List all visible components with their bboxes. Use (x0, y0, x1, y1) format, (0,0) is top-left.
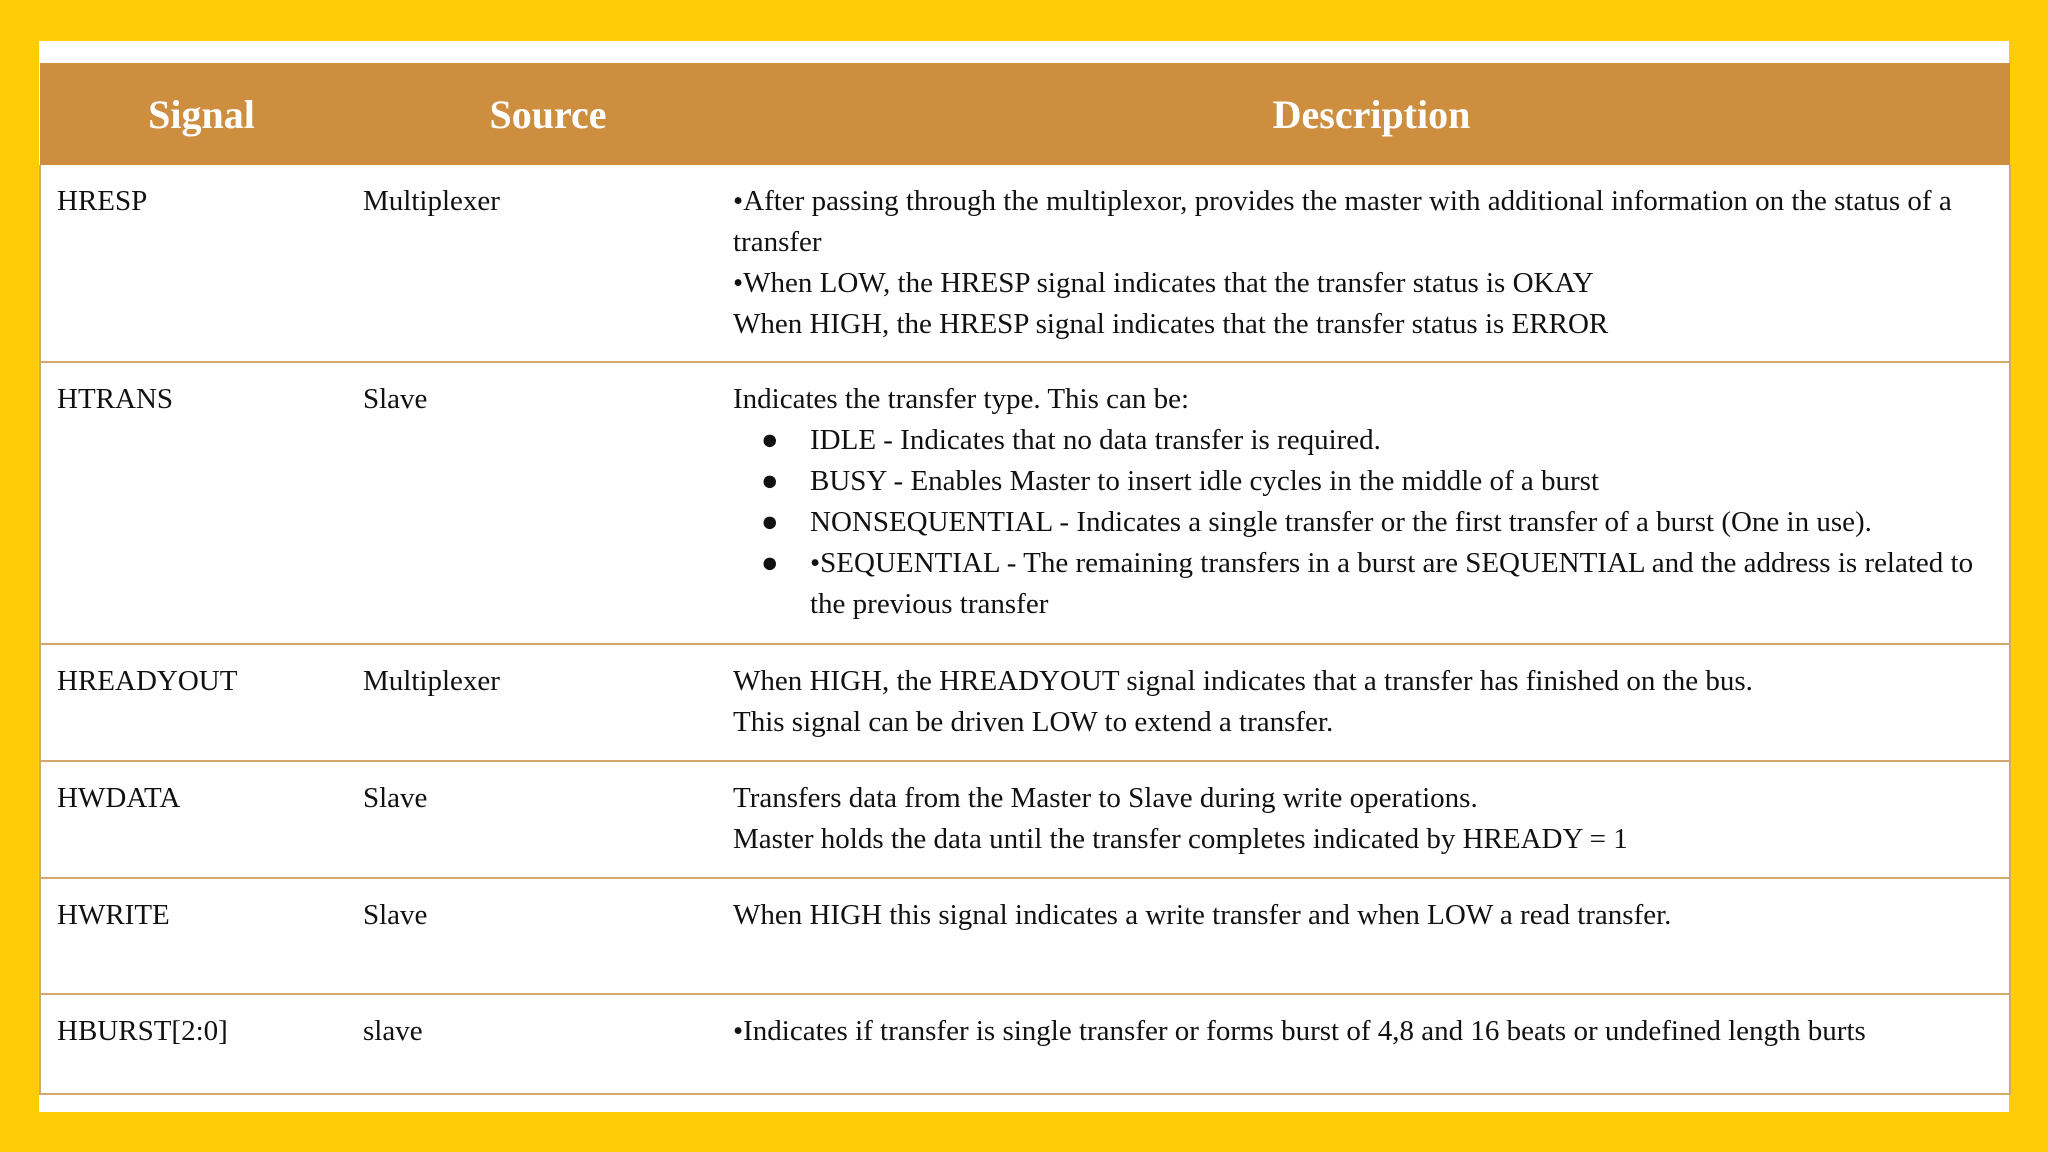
signal-source: Slave (363, 383, 428, 415)
table-header-row (40, 63, 2010, 165)
signal-source: Multiplexer (363, 185, 500, 217)
list-item: ● BUSY - Enables Master to insert idle cycles in the middle of a burst (733, 461, 1999, 502)
description-line: •Indicates if transfer is single transfer or forms burst of 4,8 and 16 beats or undefined length burts (733, 1015, 1866, 1047)
header-signal: Signal (40, 63, 363, 165)
table-row (40, 644, 2010, 761)
description-intro: Indicates the transfer type. This can be: (733, 383, 1190, 415)
description-line: This signal can be driven LOW to extend a transfer. (733, 706, 1334, 738)
signal-name: HWRITE (57, 899, 170, 931)
signal-source: Slave (363, 899, 428, 931)
list-item: ● •SEQUENTIAL - The remaining transfers in a burst are SEQUENTIAL and the address is related to the previous transfer (733, 543, 1999, 625)
transfer-type-list (733, 420, 1999, 625)
table-row (40, 878, 2010, 994)
description-line: •When LOW, the HRESP signal indicates that the transfer status is OKAY (733, 267, 1594, 299)
signal-name: HBURST[2:0] (57, 1015, 228, 1047)
signal-table (39, 63, 2011, 1095)
description-line: When HIGH, the HRESP signal indicates that the transfer status is ERROR (733, 308, 1609, 340)
list-item: ● NONSEQUENTIAL - Indicates a single transfer or the first transfer of a burst (One in use). (733, 502, 1999, 543)
signal-name: HWDATA (57, 782, 181, 814)
signal-source: Slave (363, 782, 428, 814)
list-item: ● IDLE - Indicates that no data transfer is required. (733, 420, 1999, 461)
signal-name: HTRANS (57, 383, 174, 415)
header-description: Description (733, 63, 2010, 165)
bullet-icon: ● (761, 547, 779, 579)
table-row (40, 165, 2010, 362)
bullet-icon: ● (761, 424, 779, 456)
header-source: Source (363, 63, 733, 165)
signal-source: Multiplexer (363, 665, 500, 697)
bullet-icon: ● (761, 465, 779, 497)
description-line: Master holds the data until the transfer completes indicated by HREADY = 1 (733, 823, 1628, 855)
signal-source: slave (363, 1015, 423, 1047)
table-row (40, 761, 2010, 878)
slide-card (39, 41, 2009, 1112)
table-row (40, 994, 2010, 1094)
description-line: When HIGH, the HREADYOUT signal indicates that a transfer has finished on the bus. (733, 665, 1753, 697)
bullet-icon: ● (761, 506, 779, 538)
description-line: When HIGH this signal indicates a write transfer and when LOW a read transfer. (733, 899, 1672, 931)
table-row (40, 362, 2010, 644)
description-line: Transfers data from the Master to Slave during write operations. (733, 782, 1478, 814)
signal-name: HREADYOUT (57, 665, 238, 697)
description-line: •After passing through the multiplexor, provides the master with additional information on the status of a transfer (733, 185, 1952, 258)
signal-name: HRESP (57, 185, 148, 217)
